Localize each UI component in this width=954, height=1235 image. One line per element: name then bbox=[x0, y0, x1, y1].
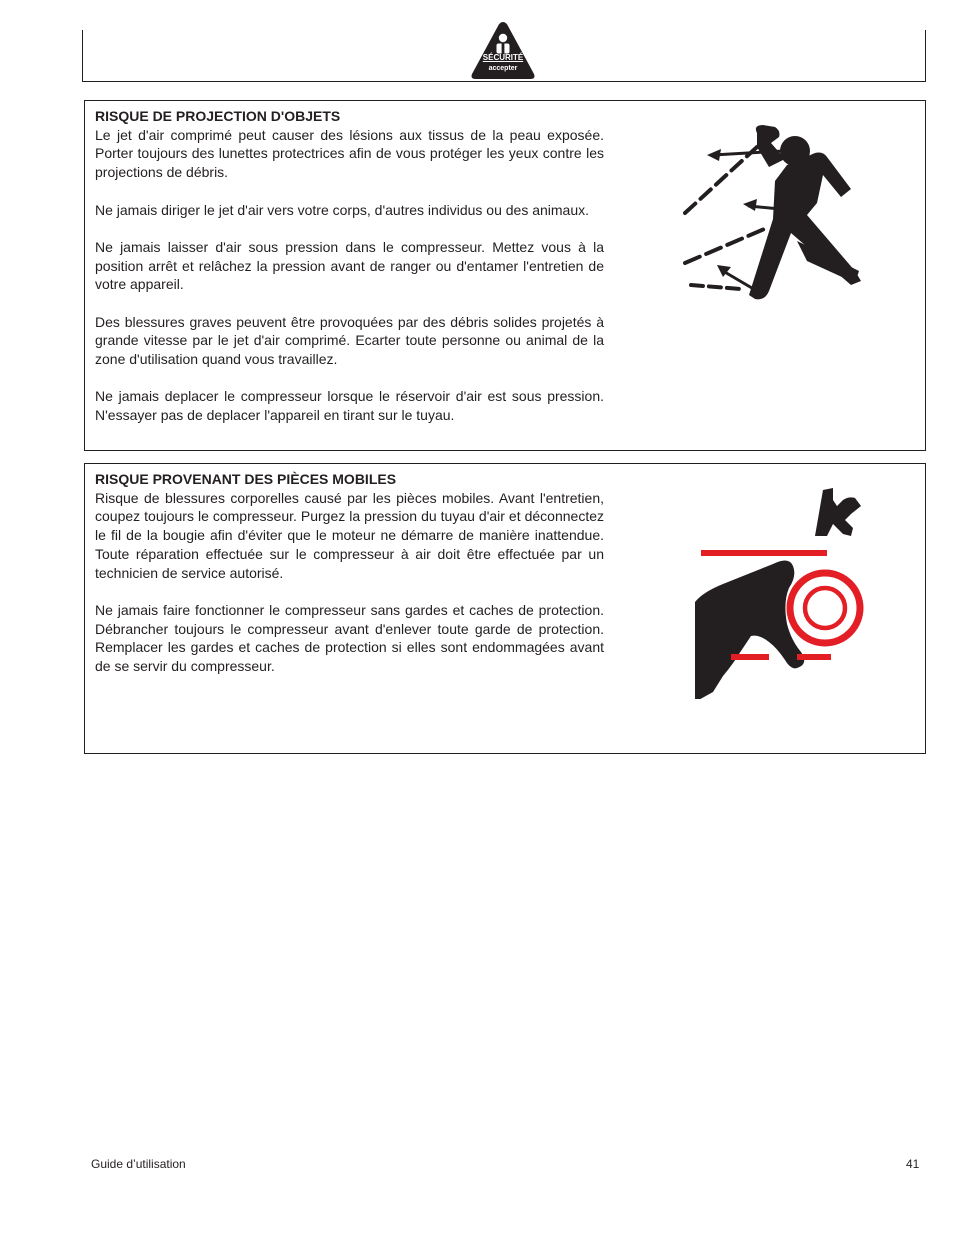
moving-parts-pictogram-icon bbox=[693, 484, 873, 699]
section-title: RISQUE DE PROJECTION D'OBJETS bbox=[95, 108, 341, 124]
page-number: 41 bbox=[906, 1157, 920, 1171]
section-text bbox=[95, 470, 604, 676]
paragraph: Le jet d'air comprimé peut causer des lésions aux tissus de la peau exposée. Porter toujours des lunettes protectrices afin de vous protéger les yeux contre les projections de débris. bbox=[95, 126, 604, 181]
badge-line-2: accepter bbox=[488, 65, 518, 72]
safety-badge bbox=[470, 20, 536, 80]
paragraph: Ne jamais laisser d'air sous pression dans le compresseur. Mettez vous à la position arrêt et relâchez la pression avant de ranger ou d'entamer l'entretien de votre appareil. bbox=[95, 238, 604, 293]
paragraph: Risque de blessures corporelles causé par les pièces mobiles. Avant l'entretien, coupez toujours le compresseur. Purgez la pression du tuyau d'air et déconnectez le fil de la bougie afin d'éviter que le moteur ne démarre de manière inattendue. Toute réparation effectuée sur le compresseur à air doit être effectuée par un technicien de service autorisé. bbox=[95, 489, 604, 581]
moving-parts-section bbox=[84, 463, 926, 754]
flying-objects-section bbox=[84, 100, 926, 451]
section-title: RISQUE PROVENANT DES PIÈCES MOBILES bbox=[95, 471, 397, 487]
paragraph: Ne jamais deplacer le compresseur lorsque le réservoir d'air est sous pression. N'essayer pas de deplacer l'appareil en tirant sur le tuyau. bbox=[95, 388, 604, 424]
paragraph: Des blessures graves peuvent être provoquées par des débris solides projetés à grande vitesse par le jet d'air comprimé. Ecarter toute personne ou animal de la zone d'utilisation quand vous travaillez. bbox=[95, 313, 604, 368]
flying-debris-pictogram-icon bbox=[683, 123, 883, 313]
paragraph: Ne jamais faire fonctionner le compresseur sans gardes et caches de protection. Débrancher toujours le compresseur avant d'enlever toute garde de protection. Remplacer les gardes et caches de protection si elles sont endommagées avant de se servir du compresseur. bbox=[95, 601, 604, 675]
paragraph: Ne jamais diriger le jet d'air vers votre corps, d'autres individus ou des animaux. bbox=[95, 201, 590, 218]
section-text bbox=[95, 107, 604, 425]
badge-line-1: SÉCURITÉ bbox=[482, 53, 524, 62]
footer-guide-label: Guide d’utilisation bbox=[91, 1157, 186, 1171]
